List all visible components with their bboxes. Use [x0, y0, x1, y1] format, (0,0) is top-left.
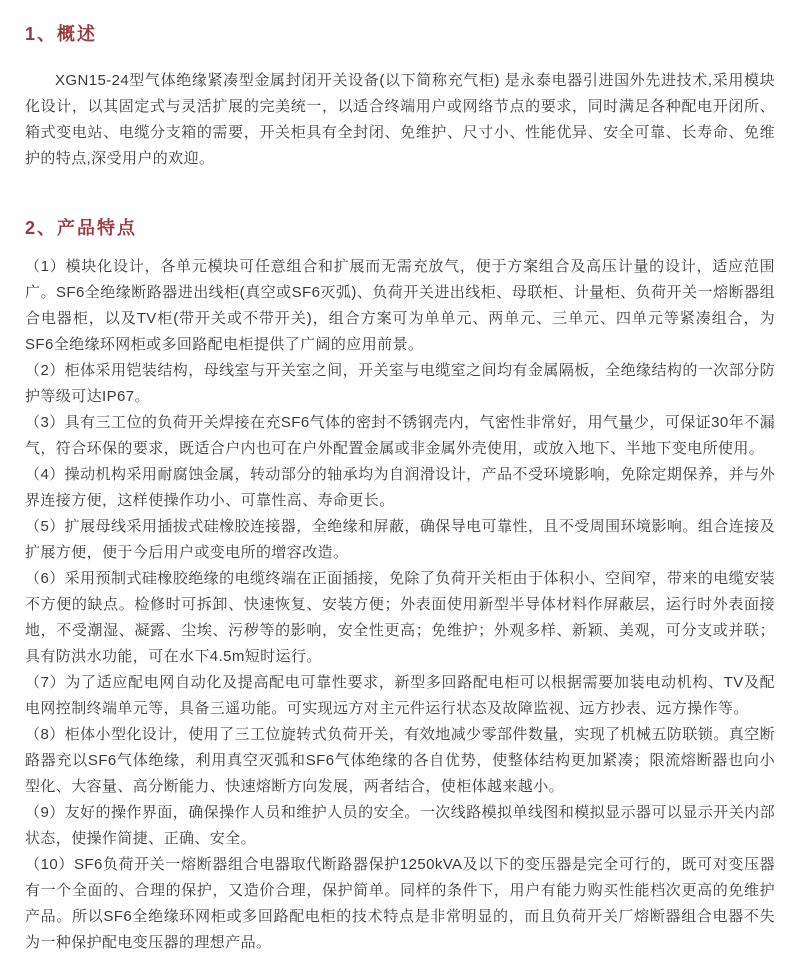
feature-item-5: （5）扩展母线采用插拔式硅橡胶连接器，全绝缘和屏蔽，确保导电可靠性，且不受周围环境影响。组合连接及扩展方便，便于今后用户或变电所的增容改造。	[25, 518, 775, 561]
feature-item-7: （7）为了适应配电网自动化及提高配电可靠性要求，新型多回路配电柜可以根据需要加装电动机构、TV及配电网控制终端单元等，具备三遥功能。可实现远方对主元件运行状态及故障监视、远方抄表、远方操作等。	[25, 674, 775, 717]
feature-item-6: （6）采用预制式硅橡胶绝缘的电缆终端在正面插接，免除了负荷开关柜由于体积小、空间窄，带来的电缆安装不方便的缺点。检修时可拆卸、快速恢复、安装方便；外表面使用新型半导体材料作屏蔽层，运行时外表面接地，不受潮湿、凝露、尘埃、污秽等的影响，安全性更高；免维护；外观多样、新颖、美观，可分支或并联；具有防洪水功能，可在水下4.5m短时运行。	[25, 570, 775, 665]
features-heading: 2、产品特点	[25, 218, 138, 238]
feature-item-2: （2）柜体采用铠装结构，母线室与开关室之间，开关室与电缆室之间均有金属隔板，全绝缘结构的一次部分防护等级可达IP67。	[25, 362, 775, 405]
feature-item-4: （4）操动机构采用耐腐蚀金属，转动部分的轴承均为自润滑设计，产品不受环境影响，免除定期保养，并与外界连接方便，这样使操作功小、可靠性高、寿命更长。	[25, 466, 775, 509]
overview-heading: 1、概述	[25, 24, 98, 44]
feature-item-3: （3）具有三工位的负荷开关焊接在充SF6气体的密封不锈钢壳内，气密性非常好，用气量少，可保证30年不漏气，符合环保的要求，既适合户内也可在户外配置金属或非金属外壳使用，或放入地下、半地下变电所使用。	[25, 414, 775, 457]
overview-section	[25, 22, 775, 172]
overview-paragraph: XGN15-24型气体绝缘紧凑型金属封闭开关设备(以下简称充气柜) 是永泰电器引进国外先进技术,采用模块化设计，以其固定式与灵活扩展的完美统一，以适合终端用户或网络节点的要求，同时满足各种配电开闭所、箱式变电站、电缆分支箱的需要，开关柜具有全封闭、免维护、尺寸小、性能优异、安全可靠、长寿命、免维护的特点,深受用户的欢迎。	[25, 72, 775, 167]
feature-item-9: （9）友好的操作界面，确保操作人员和维护人员的安全。一次线路模拟单线图和模拟显示器可以显示开关内部状态，使操作简捷、正确、安全。	[25, 804, 775, 847]
feature-item-10: （10）SF6负荷开关一熔断器组合电器取代断路器保护1250kVA及以下的变压器是完全可行的，既可对变压器有一个全面的、合理的保护，又造价合理，保护简单。同样的条件下，用户有能力购买性能档次更高的免维护产品。所以SF6全绝缘环网柜或多回路配电柜的技术特点是非常明显的，而且负荷开关厂熔断器组合电器不失为一种保护配电变压器的理想产品。	[25, 856, 775, 951]
features-section	[25, 216, 775, 956]
feature-item-1: （1）模块化设计，各单元模块可任意组合和扩展而无需充放气，便于方案组合及高压计量的设计，适应范围广。SF6全绝缘断路器进出线柜(真空或SF6灭弧)、负荷开关进出线柜、母联柜、计量柜、负荷开关一熔断器组合电器柜，以及TV柜(带开关或不带开关)，组合方案可为单单元、两单元、三单元、四单元等紧凑组合，为SF6全绝缘环网柜或多回路配电柜提供了广阔的应用前景。	[25, 258, 775, 353]
feature-item-8: （8）柜体小型化设计，使用了三工位旋转式负荷开关，有效地减少零部件数量，实现了机械五防联锁。真空断路器充以SF6气体绝缘，利用真空灭弧和SF6气体绝缘的各自优势，使整体结构更加紧凑；限流熔断器也向小型化、大容量、高分断能力、快速熔断方向发展，两者结合，使柜体越来越小。	[25, 726, 775, 795]
